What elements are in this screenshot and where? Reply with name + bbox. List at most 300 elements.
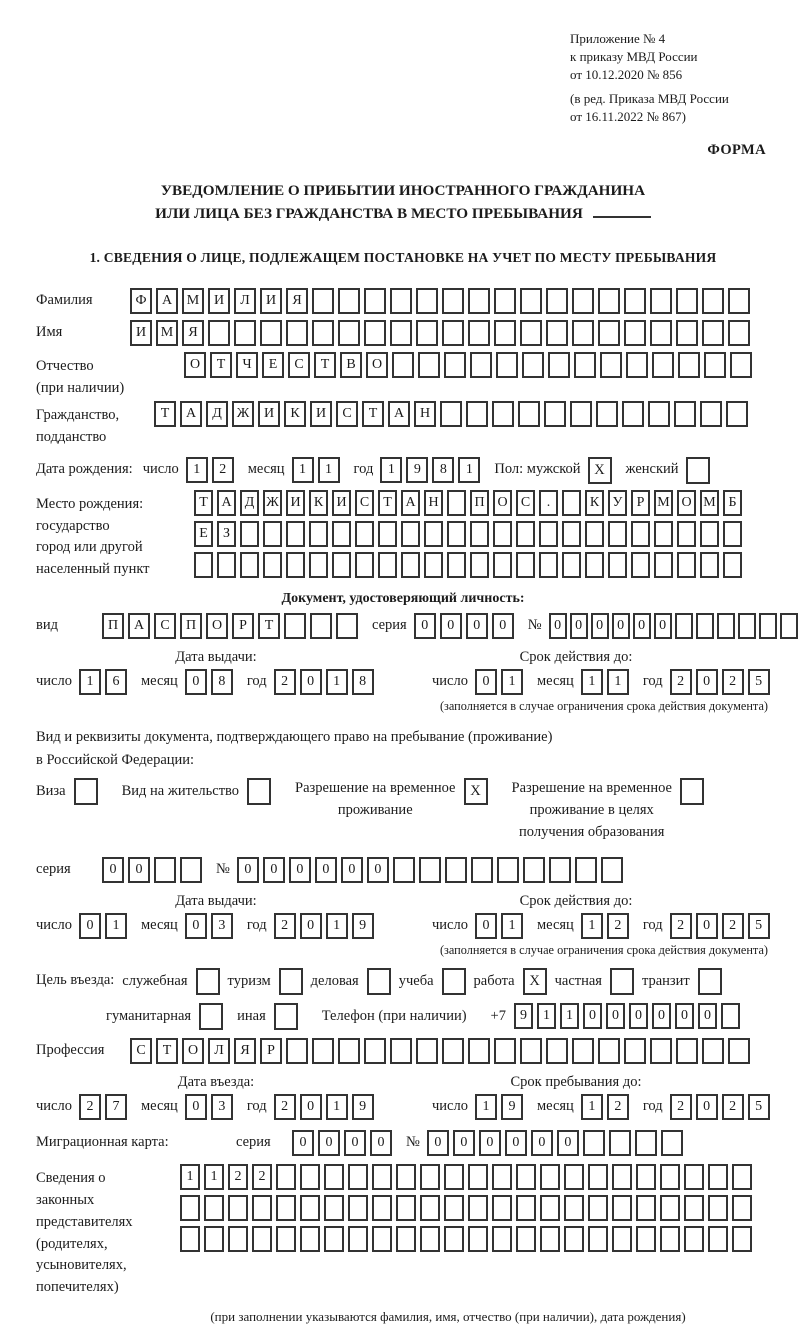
char-cell[interactable]	[648, 401, 670, 427]
char-cell[interactable]: 0	[370, 1130, 392, 1156]
char-cell[interactable]	[468, 1164, 488, 1190]
char-cell[interactable]	[240, 521, 259, 547]
char-cell[interactable]	[583, 1130, 605, 1156]
char-cell[interactable]: Р	[631, 490, 650, 516]
char-cell[interactable]: 0	[696, 669, 718, 695]
char-cell[interactable]	[650, 1038, 672, 1064]
char-cell[interactable]: 8	[432, 457, 454, 483]
char-cell[interactable]: Е	[194, 521, 213, 547]
char-cell[interactable]: Е	[262, 352, 284, 378]
char-cell[interactable]	[309, 521, 328, 547]
char-cell[interactable]: 8	[211, 669, 233, 695]
char-cell[interactable]	[154, 857, 176, 883]
char-cell[interactable]: О	[184, 352, 206, 378]
char-cell[interactable]: Л	[208, 1038, 230, 1064]
char-cell[interactable]: 0	[440, 613, 462, 639]
char-cell[interactable]	[372, 1226, 392, 1252]
char-cell[interactable]	[364, 288, 386, 314]
char-cell[interactable]	[364, 320, 386, 346]
purpose-humanitarian-checkbox[interactable]	[199, 1003, 223, 1030]
char-cell[interactable]: .	[539, 490, 558, 516]
char-cell[interactable]	[276, 1164, 296, 1190]
char-cell[interactable]	[401, 552, 420, 578]
char-cell[interactable]	[546, 320, 568, 346]
char-cell[interactable]	[338, 320, 360, 346]
char-cell[interactable]	[540, 1226, 560, 1252]
purpose-tourism-checkbox[interactable]	[279, 968, 303, 995]
char-cell[interactable]: Ж	[263, 490, 282, 516]
char-cell[interactable]	[612, 1226, 632, 1252]
char-cell[interactable]	[518, 401, 540, 427]
char-cell[interactable]: Д	[206, 401, 228, 427]
char-cell[interactable]: Т	[314, 352, 336, 378]
char-cell[interactable]	[324, 1195, 344, 1221]
char-cell[interactable]	[396, 1195, 416, 1221]
char-cell[interactable]: 1	[204, 1164, 224, 1190]
char-cell[interactable]: 2	[722, 1094, 744, 1120]
char-cell[interactable]: Н	[424, 490, 443, 516]
char-cell[interactable]: О	[206, 613, 228, 639]
char-cell[interactable]: 0	[102, 857, 124, 883]
char-cell[interactable]	[661, 1130, 683, 1156]
char-cell[interactable]	[700, 521, 719, 547]
char-cell[interactable]	[442, 320, 464, 346]
char-cell[interactable]: 5	[748, 669, 770, 695]
char-cell[interactable]	[540, 1164, 560, 1190]
char-cell[interactable]: 7	[105, 1094, 127, 1120]
char-cell[interactable]: 0	[475, 669, 497, 695]
char-cell[interactable]	[723, 521, 742, 547]
char-cell[interactable]	[704, 352, 726, 378]
char-cell[interactable]	[420, 1164, 440, 1190]
char-cell[interactable]	[286, 1038, 308, 1064]
char-cell[interactable]: 0	[237, 857, 259, 883]
char-cell[interactable]	[585, 521, 604, 547]
char-cell[interactable]: И	[310, 401, 332, 427]
char-cell[interactable]	[612, 1164, 632, 1190]
char-cell[interactable]	[420, 1226, 440, 1252]
char-cell[interactable]	[470, 521, 489, 547]
char-cell[interactable]: 1	[180, 1164, 200, 1190]
sex-male-checkbox[interactable]: X	[588, 457, 612, 484]
char-cell[interactable]	[355, 521, 374, 547]
char-cell[interactable]: 0	[318, 1130, 340, 1156]
char-cell[interactable]	[520, 288, 542, 314]
purpose-work-checkbox[interactable]: X	[523, 968, 547, 995]
char-cell[interactable]	[364, 1038, 386, 1064]
char-cell[interactable]	[572, 320, 594, 346]
char-cell[interactable]	[780, 613, 798, 639]
char-cell[interactable]: 3	[211, 913, 233, 939]
char-cell[interactable]	[372, 1164, 392, 1190]
char-cell[interactable]	[601, 857, 623, 883]
purpose-transit-checkbox[interactable]	[698, 968, 722, 995]
char-cell[interactable]: 2	[252, 1164, 272, 1190]
char-cell[interactable]: 1	[292, 457, 314, 483]
char-cell[interactable]	[468, 1038, 490, 1064]
char-cell[interactable]: 0	[344, 1130, 366, 1156]
char-cell[interactable]	[564, 1164, 584, 1190]
char-cell[interactable]	[636, 1195, 656, 1221]
char-cell[interactable]: У	[608, 490, 627, 516]
char-cell[interactable]	[708, 1164, 728, 1190]
char-cell[interactable]	[608, 552, 627, 578]
char-cell[interactable]	[650, 320, 672, 346]
char-cell[interactable]: 2	[212, 457, 234, 483]
char-cell[interactable]	[684, 1195, 704, 1221]
char-cell[interactable]	[336, 613, 358, 639]
purpose-study-checkbox[interactable]	[442, 968, 466, 995]
char-cell[interactable]	[263, 521, 282, 547]
char-cell[interactable]: К	[585, 490, 604, 516]
char-cell[interactable]	[396, 1164, 416, 1190]
char-cell[interactable]	[708, 1226, 728, 1252]
char-cell[interactable]: 1	[318, 457, 340, 483]
char-cell[interactable]: 0	[300, 913, 322, 939]
char-cell[interactable]	[442, 1038, 464, 1064]
char-cell[interactable]	[208, 320, 230, 346]
char-cell[interactable]	[728, 288, 750, 314]
char-cell[interactable]: 0	[583, 1003, 602, 1029]
char-cell[interactable]	[234, 320, 256, 346]
char-cell[interactable]: М	[700, 490, 719, 516]
char-cell[interactable]: А	[180, 401, 202, 427]
char-cell[interactable]: 1	[501, 669, 523, 695]
char-cell[interactable]	[660, 1164, 680, 1190]
char-cell[interactable]	[730, 352, 752, 378]
char-cell[interactable]	[598, 1038, 620, 1064]
char-cell[interactable]	[609, 1130, 631, 1156]
char-cell[interactable]	[654, 521, 673, 547]
char-cell[interactable]: 0	[466, 613, 488, 639]
char-cell[interactable]	[626, 352, 648, 378]
char-cell[interactable]: К	[284, 401, 306, 427]
char-cell[interactable]	[468, 320, 490, 346]
char-cell[interactable]	[732, 1226, 752, 1252]
char-cell[interactable]	[180, 857, 202, 883]
char-cell[interactable]	[240, 552, 259, 578]
char-cell[interactable]: О	[677, 490, 696, 516]
char-cell[interactable]: С	[516, 490, 535, 516]
char-cell[interactable]	[468, 1195, 488, 1221]
char-cell[interactable]	[622, 401, 644, 427]
char-cell[interactable]	[732, 1164, 752, 1190]
char-cell[interactable]: И	[258, 401, 280, 427]
char-cell[interactable]	[471, 857, 493, 883]
char-cell[interactable]	[424, 521, 443, 547]
char-cell[interactable]: М	[156, 320, 178, 346]
char-cell[interactable]: С	[288, 352, 310, 378]
char-cell[interactable]	[562, 552, 581, 578]
char-cell[interactable]: Р	[232, 613, 254, 639]
char-cell[interactable]	[494, 1038, 516, 1064]
char-cell[interactable]	[654, 552, 673, 578]
char-cell[interactable]: 3	[211, 1094, 233, 1120]
char-cell[interactable]: О	[182, 1038, 204, 1064]
char-cell[interactable]	[444, 1195, 464, 1221]
char-cell[interactable]	[492, 1195, 512, 1221]
char-cell[interactable]	[324, 1164, 344, 1190]
char-cell[interactable]	[378, 552, 397, 578]
char-cell[interactable]	[228, 1195, 248, 1221]
char-cell[interactable]	[466, 401, 488, 427]
char-cell[interactable]: С	[130, 1038, 152, 1064]
char-cell[interactable]	[468, 288, 490, 314]
char-cell[interactable]	[539, 552, 558, 578]
char-cell[interactable]: В	[340, 352, 362, 378]
char-cell[interactable]: 1	[326, 913, 348, 939]
char-cell[interactable]: 2	[274, 913, 296, 939]
char-cell[interactable]: 1	[79, 669, 101, 695]
char-cell[interactable]: 0	[606, 1003, 625, 1029]
char-cell[interactable]: 1	[581, 1094, 603, 1120]
char-cell[interactable]: М	[654, 490, 673, 516]
char-cell[interactable]	[652, 352, 674, 378]
char-cell[interactable]	[494, 320, 516, 346]
char-cell[interactable]: Ж	[232, 401, 254, 427]
char-cell[interactable]: С	[154, 613, 176, 639]
char-cell[interactable]: И	[260, 288, 282, 314]
char-cell[interactable]	[493, 552, 512, 578]
char-cell[interactable]: Ф	[130, 288, 152, 314]
char-cell[interactable]	[549, 857, 571, 883]
char-cell[interactable]: П	[470, 490, 489, 516]
char-cell[interactable]	[596, 401, 618, 427]
char-cell[interactable]	[650, 288, 672, 314]
char-cell[interactable]: А	[156, 288, 178, 314]
char-cell[interactable]: 2	[607, 913, 629, 939]
char-cell[interactable]: 0	[185, 1094, 207, 1120]
char-cell[interactable]	[588, 1195, 608, 1221]
char-cell[interactable]: 0	[633, 613, 651, 639]
char-cell[interactable]: 1	[105, 913, 127, 939]
char-cell[interactable]	[390, 1038, 412, 1064]
char-cell[interactable]	[677, 552, 696, 578]
char-cell[interactable]	[562, 521, 581, 547]
char-cell[interactable]	[300, 1164, 320, 1190]
char-cell[interactable]: 6	[105, 669, 127, 695]
char-cell[interactable]: 9	[514, 1003, 533, 1029]
char-cell[interactable]	[570, 401, 592, 427]
char-cell[interactable]	[494, 288, 516, 314]
char-cell[interactable]: 2	[670, 1094, 692, 1120]
char-cell[interactable]	[355, 552, 374, 578]
char-cell[interactable]	[684, 1164, 704, 1190]
char-cell[interactable]	[418, 352, 440, 378]
char-cell[interactable]	[676, 288, 698, 314]
char-cell[interactable]	[263, 552, 282, 578]
char-cell[interactable]	[492, 1226, 512, 1252]
char-cell[interactable]: И	[208, 288, 230, 314]
char-cell[interactable]	[447, 521, 466, 547]
option-residence-permit-checkbox[interactable]	[247, 778, 271, 805]
char-cell[interactable]: Т	[258, 613, 280, 639]
char-cell[interactable]: 9	[352, 913, 374, 939]
char-cell[interactable]	[312, 288, 334, 314]
char-cell[interactable]	[392, 352, 414, 378]
char-cell[interactable]: 0	[696, 1094, 718, 1120]
char-cell[interactable]: Ч	[236, 352, 258, 378]
char-cell[interactable]: 2	[722, 913, 744, 939]
char-cell[interactable]: 5	[748, 1094, 770, 1120]
char-cell[interactable]: 0	[698, 1003, 717, 1029]
char-cell[interactable]	[544, 401, 566, 427]
char-cell[interactable]	[444, 352, 466, 378]
char-cell[interactable]	[624, 288, 646, 314]
char-cell[interactable]	[447, 552, 466, 578]
char-cell[interactable]: 9	[501, 1094, 523, 1120]
char-cell[interactable]: Т	[154, 401, 176, 427]
char-cell[interactable]: 0	[531, 1130, 553, 1156]
char-cell[interactable]: 1	[380, 457, 402, 483]
char-cell[interactable]	[612, 1195, 632, 1221]
char-cell[interactable]: И	[130, 320, 152, 346]
char-cell[interactable]: 0	[479, 1130, 501, 1156]
char-cell[interactable]	[390, 320, 412, 346]
char-cell[interactable]	[717, 613, 735, 639]
char-cell[interactable]	[726, 401, 748, 427]
char-cell[interactable]	[372, 1195, 392, 1221]
char-cell[interactable]: 0	[557, 1130, 579, 1156]
char-cell[interactable]	[631, 552, 650, 578]
char-cell[interactable]: М	[182, 288, 204, 314]
char-cell[interactable]	[252, 1195, 272, 1221]
char-cell[interactable]	[284, 613, 306, 639]
char-cell[interactable]	[442, 288, 464, 314]
char-cell[interactable]: Д	[240, 490, 259, 516]
char-cell[interactable]: 0	[475, 913, 497, 939]
char-cell[interactable]	[624, 320, 646, 346]
char-cell[interactable]: 1	[501, 913, 523, 939]
char-cell[interactable]	[564, 1226, 584, 1252]
char-cell[interactable]	[721, 1003, 740, 1029]
char-cell[interactable]	[675, 613, 693, 639]
char-cell[interactable]: Т	[210, 352, 232, 378]
char-cell[interactable]	[546, 1038, 568, 1064]
char-cell[interactable]: П	[180, 613, 202, 639]
char-cell[interactable]: О	[493, 490, 512, 516]
char-cell[interactable]: 0	[570, 613, 588, 639]
char-cell[interactable]	[636, 1164, 656, 1190]
char-cell[interactable]	[728, 1038, 750, 1064]
char-cell[interactable]: 0	[453, 1130, 475, 1156]
char-cell[interactable]: 0	[612, 613, 630, 639]
char-cell[interactable]	[194, 552, 213, 578]
char-cell[interactable]: 0	[185, 913, 207, 939]
char-cell[interactable]	[260, 320, 282, 346]
char-cell[interactable]	[419, 857, 441, 883]
char-cell[interactable]: 2	[670, 913, 692, 939]
char-cell[interactable]: А	[388, 401, 410, 427]
char-cell[interactable]	[539, 521, 558, 547]
char-cell[interactable]	[708, 1195, 728, 1221]
char-cell[interactable]	[684, 1226, 704, 1252]
char-cell[interactable]	[588, 1164, 608, 1190]
char-cell[interactable]: Т	[194, 490, 213, 516]
char-cell[interactable]	[636, 1226, 656, 1252]
purpose-other-checkbox[interactable]	[274, 1003, 298, 1030]
char-cell[interactable]	[276, 1226, 296, 1252]
char-cell[interactable]: К	[309, 490, 328, 516]
char-cell[interactable]	[310, 613, 332, 639]
char-cell[interactable]: 0	[549, 613, 567, 639]
char-cell[interactable]	[585, 552, 604, 578]
char-cell[interactable]	[348, 1195, 368, 1221]
char-cell[interactable]: А	[217, 490, 236, 516]
char-cell[interactable]: Я	[234, 1038, 256, 1064]
char-cell[interactable]	[286, 552, 305, 578]
char-cell[interactable]: 2	[722, 669, 744, 695]
char-cell[interactable]	[516, 552, 535, 578]
char-cell[interactable]	[540, 1195, 560, 1221]
char-cell[interactable]	[678, 352, 700, 378]
char-cell[interactable]: 2	[228, 1164, 248, 1190]
char-cell[interactable]	[300, 1195, 320, 1221]
char-cell[interactable]: 0	[427, 1130, 449, 1156]
option-visa-checkbox[interactable]	[74, 778, 98, 805]
char-cell[interactable]: Т	[378, 490, 397, 516]
char-cell[interactable]: 1	[475, 1094, 497, 1120]
char-cell[interactable]: 1	[581, 913, 603, 939]
char-cell[interactable]: Н	[414, 401, 436, 427]
char-cell[interactable]: 1	[537, 1003, 556, 1029]
char-cell[interactable]	[702, 288, 724, 314]
char-cell[interactable]: 5	[748, 913, 770, 939]
char-cell[interactable]	[696, 613, 714, 639]
char-cell[interactable]: И	[286, 490, 305, 516]
char-cell[interactable]	[676, 1038, 698, 1064]
char-cell[interactable]: 0	[292, 1130, 314, 1156]
char-cell[interactable]	[416, 320, 438, 346]
char-cell[interactable]: 0	[79, 913, 101, 939]
char-cell[interactable]	[574, 352, 596, 378]
char-cell[interactable]	[401, 521, 420, 547]
char-cell[interactable]	[338, 288, 360, 314]
char-cell[interactable]	[677, 521, 696, 547]
char-cell[interactable]	[312, 1038, 334, 1064]
char-cell[interactable]	[497, 857, 519, 883]
char-cell[interactable]	[598, 288, 620, 314]
char-cell[interactable]: 0	[289, 857, 311, 883]
char-cell[interactable]: Р	[260, 1038, 282, 1064]
char-cell[interactable]	[228, 1226, 248, 1252]
char-cell[interactable]	[493, 521, 512, 547]
char-cell[interactable]: 0	[652, 1003, 671, 1029]
char-cell[interactable]: 0	[185, 669, 207, 695]
char-cell[interactable]: О	[366, 352, 388, 378]
char-cell[interactable]	[332, 521, 351, 547]
char-cell[interactable]	[286, 521, 305, 547]
char-cell[interactable]	[674, 401, 696, 427]
char-cell[interactable]	[738, 613, 756, 639]
char-cell[interactable]	[702, 320, 724, 346]
char-cell[interactable]	[608, 521, 627, 547]
char-cell[interactable]: 2	[274, 669, 296, 695]
char-cell[interactable]: А	[128, 613, 150, 639]
char-cell[interactable]	[732, 1195, 752, 1221]
char-cell[interactable]	[520, 1038, 542, 1064]
char-cell[interactable]	[496, 352, 518, 378]
char-cell[interactable]	[700, 552, 719, 578]
char-cell[interactable]: З	[217, 521, 236, 547]
char-cell[interactable]	[564, 1195, 584, 1221]
char-cell[interactable]	[523, 857, 545, 883]
char-cell[interactable]: 9	[406, 457, 428, 483]
char-cell[interactable]	[598, 320, 620, 346]
char-cell[interactable]: 0	[591, 613, 609, 639]
char-cell[interactable]: 1	[326, 1094, 348, 1120]
option-temp-residence-checkbox[interactable]: X	[464, 778, 488, 805]
